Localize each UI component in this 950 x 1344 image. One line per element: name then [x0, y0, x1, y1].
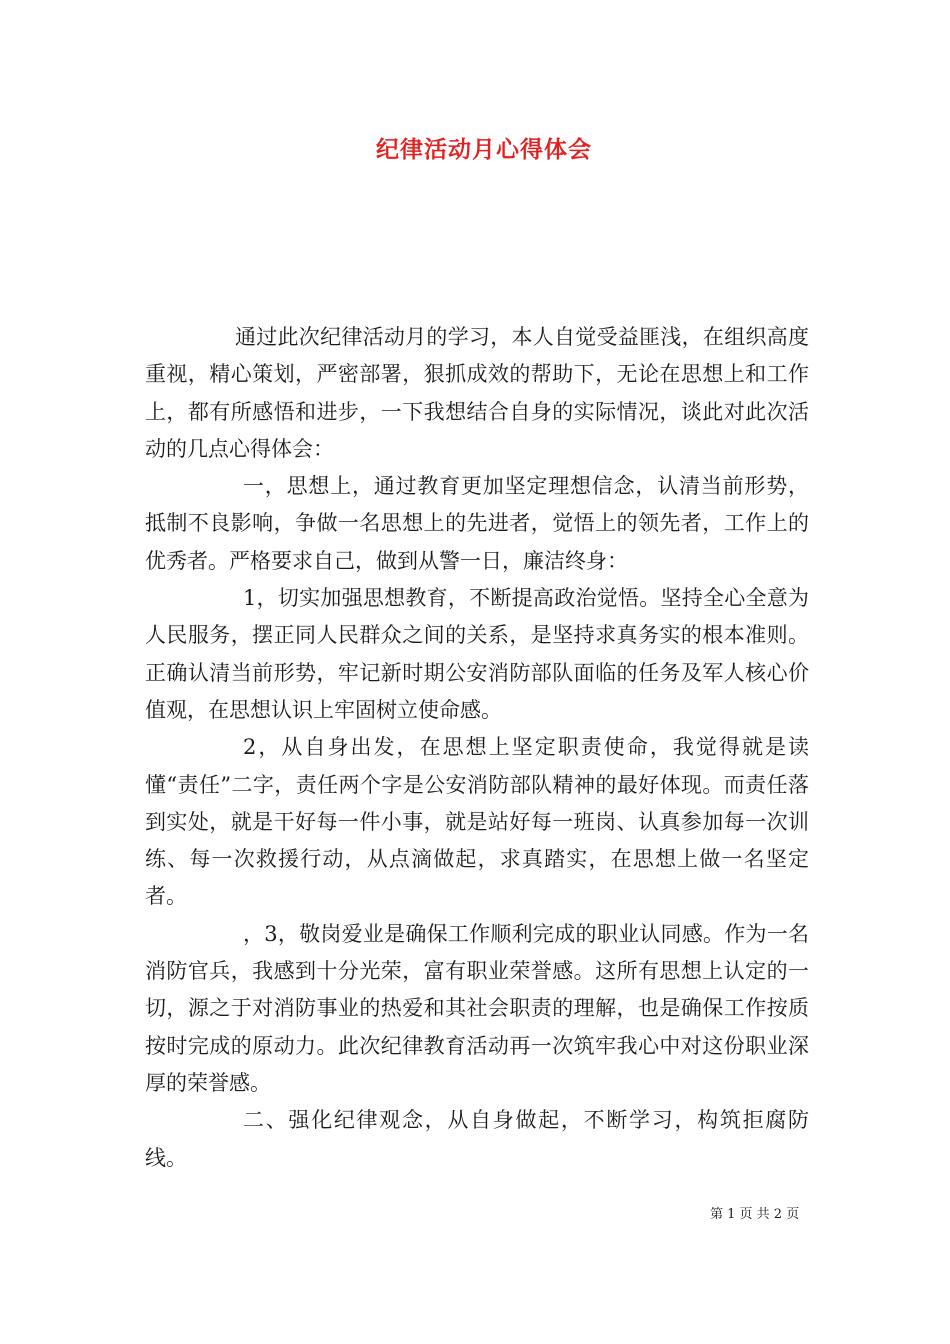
document-body	[145, 319, 809, 1177]
paragraph-point-1: 1，切实加强思想教育，不断提高政治觉悟。坚持全心全意为人民服务，摆正同人民群众之间的关系，是坚持求真务实的根本准则。正确认清当前形势，牢记新时期公安消防部队面临的任务及军人核心价值观，在思想认识上牢固树立使命感。	[145, 586, 809, 722]
page-number-footer: 第 1 页 共 2 页	[710, 1207, 800, 1222]
paragraph-point-3: ，3，敬岗爱业是确保工作顺利完成的职业认同感。作为一名消防官兵，我感到十分光荣，富有职业荣誉感。这所有思想上认定的一切，源之于对消防事业的热爱和其社会职责的理解，也是确保工作按质按时完成的原动力。此次纪律教育活动再一次筑牢我心中对这份职业深厚的荣誉感。	[145, 921, 809, 1095]
paragraph-point-2: 2，从自身出发，在思想上坚定职责使命，我觉得就是读懂“责任”二字，责任两个字是公安消防部队精神的最好体现。而责任落到实处，就是干好每一件小事，就是站好每一班岗、认真参加每一次训练、每一次救援行动，从点滴做起，求真踏实，在思想上做一名坚定者。	[145, 735, 809, 909]
document-title: 纪律活动月心得体会	[376, 136, 592, 163]
paragraph-intro: 通过此次纪律活动月的学习，本人自觉受益匪浅，在组织高度重视，精心策划，严密部署，狠抓成效的帮助下，无论在思想上和工作上，都有所感悟和进步，一下我想结合自身的实际情况，谈此对此次活动的几点心得体会：	[145, 325, 809, 461]
paragraph-section-two: 二、强化纪律观念，从自身做起，不断学习，构筑拒腐防线。	[145, 1108, 809, 1170]
paragraph-section-one: 一，思想上，通过教育更加坚定理想信念，认清当前形势，抵制不良影响，争做一名思想上的先进者，觉悟上的领先者，工作上的优秀者。严格要求自己，做到从警一日，廉洁终身：	[145, 474, 809, 573]
